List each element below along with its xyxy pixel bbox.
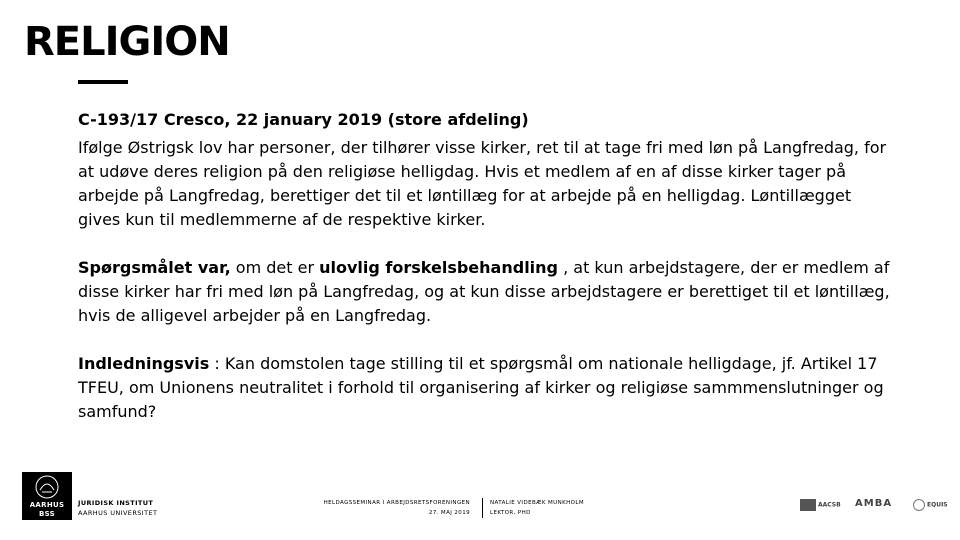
institute-info (78, 498, 157, 518)
equis-logo (913, 499, 948, 511)
aarhus-bss-logo (22, 472, 72, 520)
slide-title: RELIGION (24, 19, 230, 65)
paragraph-preliminary (78, 352, 898, 424)
logo-text-aarhus: AARHUS (29, 501, 65, 509)
slide-content (78, 108, 898, 448)
equis-ring-icon (913, 499, 925, 511)
paragraph-facts: Ifølge Østrigsk lov har personer, der tilhører visse kirker, ret til at tage fri med løn på Langfredag, for at udøve deres religion på den religiøse helligdag. Hvis et medlem af en af disse kirker tager på arbejde på Langfredag, berettiger det til et løntillæg for at arbejde på en helligdag. Løntillægget gives kun til medlemmerne af de respektive kirker. (78, 138, 887, 229)
aacsb-mark-icon (800, 499, 816, 511)
amba-logo (855, 499, 892, 509)
aacsb-logo (800, 499, 841, 511)
author-name: NATALIE VIDEBÆK MUNKHOLM (490, 500, 585, 506)
amba-text: AMBA (855, 498, 893, 509)
author-title: LEKTOR, PHD (490, 510, 531, 516)
question-emphasis: ulovlig forskelsbehandling (319, 258, 558, 277)
question-label: Spørgsmålet var, (78, 258, 231, 277)
footer-divider (482, 498, 483, 518)
university-name: AARHUS UNIVERSITET (78, 509, 158, 517)
aacsb-text: AACSB (818, 501, 841, 509)
title-underline (78, 80, 128, 84)
paragraph-question (78, 256, 898, 328)
question-text-1: om det er (230, 258, 320, 277)
preliminary-label: Indledningsvis (78, 354, 210, 373)
case-heading: C-193/17 Cresco, 22 january 2019 (store afdeling) (78, 110, 529, 129)
logo-text-bss: BSS (38, 510, 55, 518)
question-text-2: , at kun arbejdstagere, der er medlem af disse kirker har fri med løn på Langfredag, og at kun disse arbejdstagere er berettiget til et løntillæg, hvis de alligevel arbejder på en Langfredag. (78, 258, 890, 325)
university-seal-icon (30, 474, 64, 500)
preliminary-text: : Kan domstolen tage stilling til et spørgsmål om nationale helligdage, jf. Artikel 17 TFEU, om Unionens neutralitet i forhold til organisering af kirker og religiøse sammmenslutninger og samfund? (78, 354, 884, 421)
event-date: 27. MAJ 2019 (428, 510, 470, 516)
institute-name: JURIDISK INSTITUT (78, 499, 154, 507)
slide-footer (0, 468, 960, 540)
author-info (490, 498, 584, 518)
equis-text: EQUIS (927, 501, 948, 509)
event-info (300, 498, 470, 518)
event-title: HELDAGSSEMINAR I ARBEJDSRETSFORENINGEN (323, 500, 470, 506)
